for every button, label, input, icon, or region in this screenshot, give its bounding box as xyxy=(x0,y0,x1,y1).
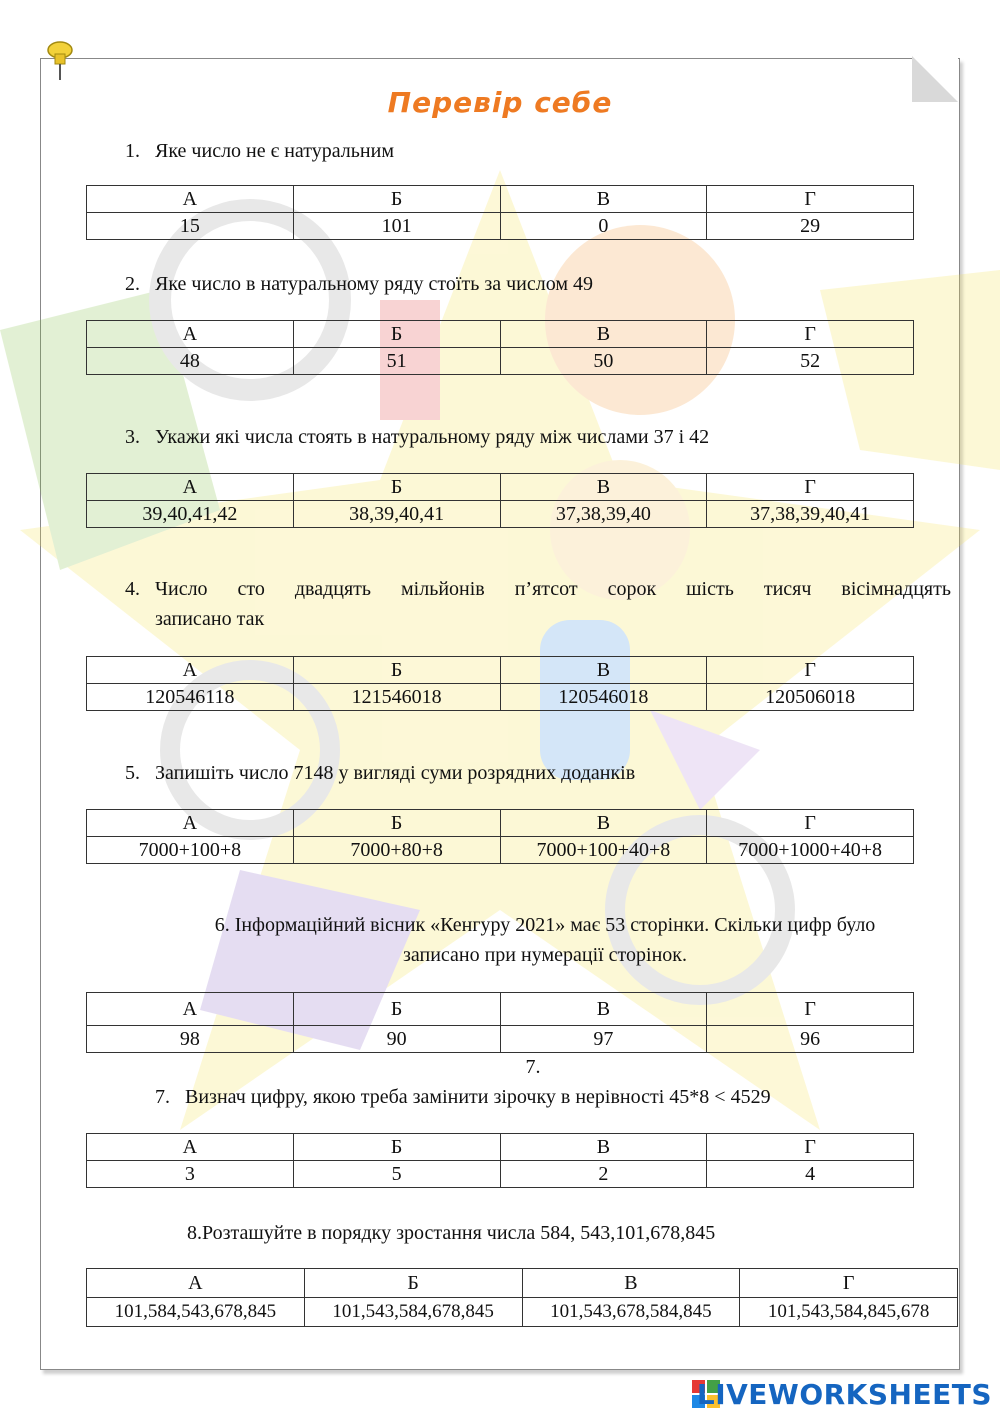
table-row xyxy=(87,213,914,240)
table-row xyxy=(87,837,914,864)
answer-cell: 3 xyxy=(87,1161,294,1188)
answer-cell: 101 xyxy=(293,213,500,240)
header-cell: В xyxy=(500,321,707,348)
header-cell: Б xyxy=(304,1269,522,1298)
question-4 xyxy=(125,574,951,634)
header-cell: Г xyxy=(707,657,914,684)
answer-cell: 51 xyxy=(293,348,500,375)
header-cell: А xyxy=(87,474,294,501)
answer-cell: 121546018 xyxy=(293,684,500,711)
answer-table-6 xyxy=(86,992,914,1053)
question-line xyxy=(125,574,951,604)
table-row xyxy=(87,1298,958,1327)
header-cell: Г xyxy=(707,1134,914,1161)
stray-number: 7. xyxy=(525,1056,541,1078)
answer-cell: 120546118 xyxy=(87,684,294,711)
question-text: Яке число не є натуральним xyxy=(155,140,394,162)
question-number: 3. xyxy=(125,426,140,448)
question-number: 4. xyxy=(125,578,140,600)
answer-cell: 39,40,41,42 xyxy=(87,501,294,528)
header-cell: Г xyxy=(707,474,914,501)
answer-table-8 xyxy=(86,1268,958,1327)
question-text: Число сто двадцять мільйонів п’ятсот сорок шість тисяч вісімнадцять xyxy=(155,578,951,600)
header-cell: Г xyxy=(707,321,914,348)
table-row xyxy=(87,321,914,348)
question-7 xyxy=(155,1082,771,1112)
table-row xyxy=(87,993,914,1026)
header-cell: Б xyxy=(293,321,500,348)
header-cell: В xyxy=(500,993,707,1026)
question-text-continued: записано так xyxy=(155,608,265,630)
page-title: Перевір себе xyxy=(387,86,613,119)
answer-cell: 98 xyxy=(87,1026,294,1053)
question-text-continued: записано при нумерації сторінок. xyxy=(402,944,688,966)
answer-cell: 120506018 xyxy=(707,684,914,711)
answer-cell: 120546018 xyxy=(500,684,707,711)
question-text: Визнач цифру, якою треба замінити зірочку в нерівності 45*8 < 4529 xyxy=(185,1086,771,1108)
header-cell: В xyxy=(500,474,707,501)
answer-cell: 97 xyxy=(500,1026,707,1053)
table-row xyxy=(87,1134,914,1161)
table-row xyxy=(87,186,914,213)
answer-cell: 96 xyxy=(707,1026,914,1053)
table-row xyxy=(87,684,914,711)
header-cell: Б xyxy=(293,186,500,213)
table-row xyxy=(87,810,914,837)
header-cell: А xyxy=(87,993,294,1026)
answer-cell: 4 xyxy=(707,1161,914,1188)
header-cell: А xyxy=(87,657,294,684)
answer-cell: 50 xyxy=(500,348,707,375)
answer-cell: 2 xyxy=(500,1161,707,1188)
question-3 xyxy=(125,422,709,452)
header-cell: А xyxy=(87,186,294,213)
answer-cell: 90 xyxy=(293,1026,500,1053)
question-number: 6. xyxy=(214,914,230,936)
table-row xyxy=(87,1161,914,1188)
question-text: Укажи які числа стоять в натуральному ряду між числами 37 і 42 xyxy=(155,426,710,448)
answer-table-5 xyxy=(86,809,914,864)
answer-table-2 xyxy=(86,320,914,375)
answer-table-4 xyxy=(86,656,914,711)
answer-cell: 7000+80+8 xyxy=(293,837,500,864)
brand-watermark: LIVEWORKSHEETS xyxy=(696,1378,992,1411)
question-1 xyxy=(125,136,394,166)
header-cell: В xyxy=(500,810,707,837)
question-number: 8. xyxy=(187,1222,202,1244)
header-cell: Б xyxy=(293,474,500,501)
question-number: 5. xyxy=(125,762,140,784)
table-row xyxy=(87,474,914,501)
table-row xyxy=(87,348,914,375)
answer-cell: 101,543,584,845,678 xyxy=(740,1298,958,1327)
question-2 xyxy=(125,269,593,299)
header-cell: Г xyxy=(740,1269,958,1298)
header-cell: Б xyxy=(293,993,500,1026)
header-cell: А xyxy=(87,321,294,348)
table-row xyxy=(87,657,914,684)
push-pin-icon xyxy=(44,40,76,82)
answer-cell: 15 xyxy=(87,213,294,240)
table-row xyxy=(87,1026,914,1053)
header-cell: Г xyxy=(707,810,914,837)
question-text: Яке число в натуральному ряду стоїть за числом 49 xyxy=(155,273,593,295)
answer-table-3 xyxy=(86,473,914,528)
question-text: Інформаційний вісник «Кенгуру 2021» має 53 сторінки. Скільки цифр було xyxy=(234,914,876,936)
question-text: Запишіть число 7148 у вигляді суми розрядних доданків xyxy=(155,762,636,784)
answer-cell: 7000+1000+40+8 xyxy=(707,837,914,864)
header-cell: А xyxy=(87,810,294,837)
answer-cell: 5 xyxy=(293,1161,500,1188)
answer-cell: 0 xyxy=(500,213,707,240)
answer-cell: 37,38,39,40,41 xyxy=(707,501,914,528)
answer-cell: 38,39,40,41 xyxy=(293,501,500,528)
answer-cell: 48 xyxy=(87,348,294,375)
answer-cell: 101,543,678,584,845 xyxy=(522,1298,740,1327)
question-6 xyxy=(145,910,945,970)
header-cell: А xyxy=(87,1134,294,1161)
header-cell: А xyxy=(87,1269,305,1298)
header-cell: Г xyxy=(707,993,914,1026)
question-number: 7. xyxy=(155,1086,170,1108)
answer-table-7 xyxy=(86,1133,914,1188)
question-8 xyxy=(187,1218,715,1248)
answer-cell: 101,584,543,678,845 xyxy=(87,1298,305,1327)
header-cell: Б xyxy=(293,810,500,837)
question-number: 1. xyxy=(125,140,140,162)
question-line xyxy=(145,910,945,940)
table-row xyxy=(87,501,914,528)
header-cell: Б xyxy=(293,657,500,684)
answer-cell: 7000+100+40+8 xyxy=(500,837,707,864)
header-cell: В xyxy=(500,657,707,684)
header-cell: Б xyxy=(293,1134,500,1161)
answer-table-1 xyxy=(86,185,914,240)
question-text: Розташуйте в порядку зростання числа 584, 543,101,678,845 xyxy=(202,1222,716,1244)
header-cell: В xyxy=(500,186,707,213)
answer-cell: 7000+100+8 xyxy=(87,837,294,864)
question-5 xyxy=(125,758,635,788)
answer-cell: 52 xyxy=(707,348,914,375)
header-cell: Г xyxy=(707,186,914,213)
header-cell: В xyxy=(500,1134,707,1161)
header-cell: В xyxy=(522,1269,740,1298)
answer-cell: 37,38,39,40 xyxy=(500,501,707,528)
question-number: 2. xyxy=(125,273,140,295)
answer-cell: 101,543,584,678,845 xyxy=(304,1298,522,1327)
table-row xyxy=(87,1269,958,1298)
answer-cell: 29 xyxy=(707,213,914,240)
